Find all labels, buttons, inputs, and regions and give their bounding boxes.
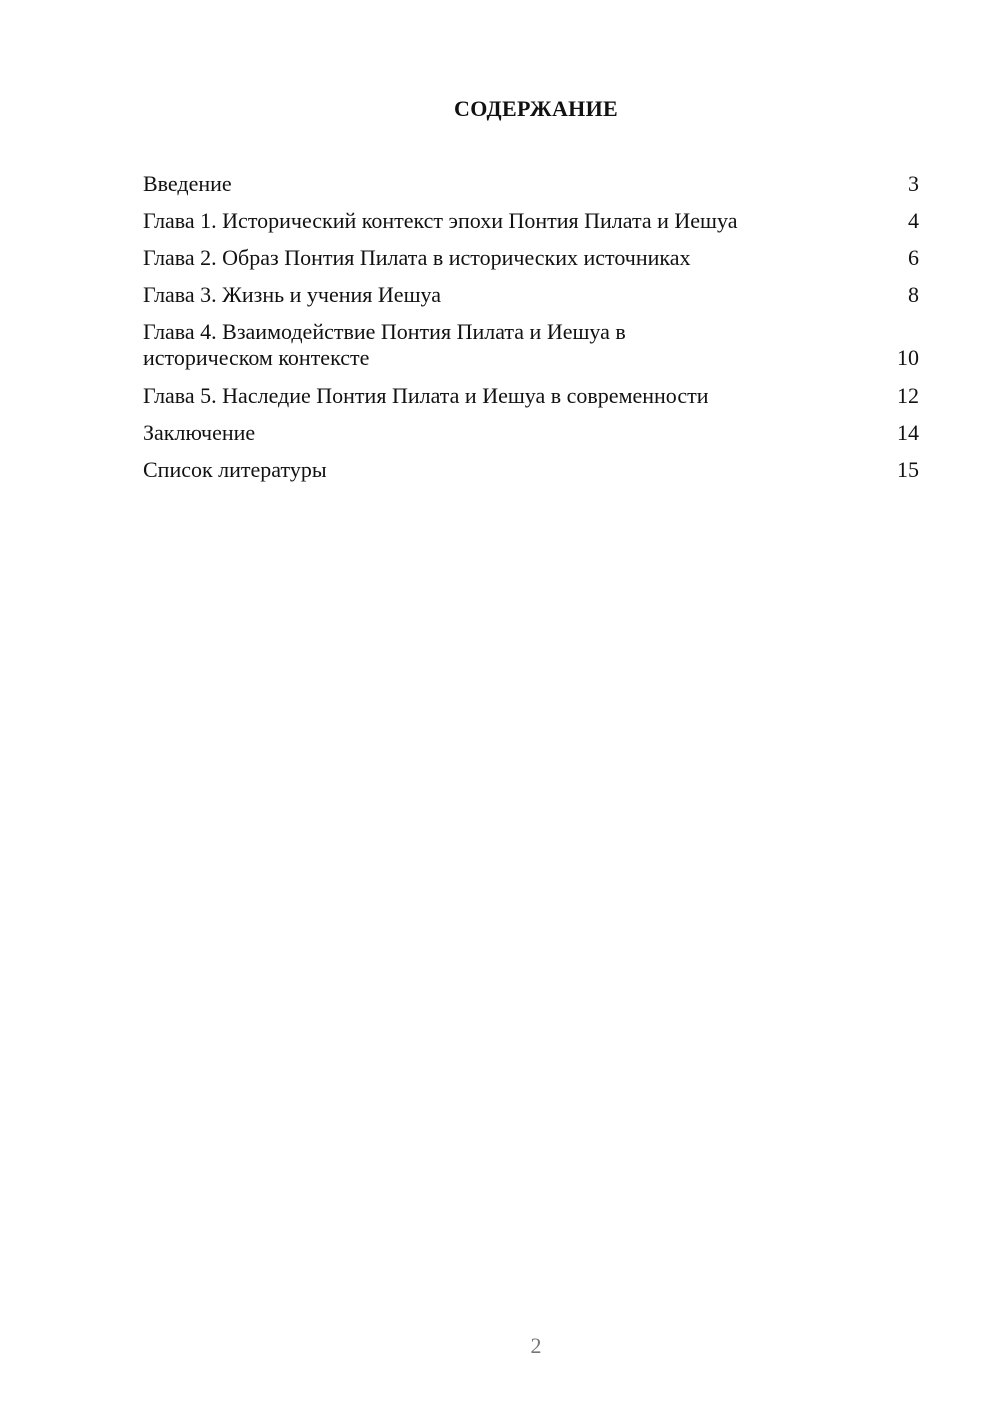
toc-entry-page-number: 10 xyxy=(897,345,919,370)
toc-entry-page-number: 12 xyxy=(897,383,919,408)
toc-entry-page-number: 4 xyxy=(908,208,919,233)
toc-entry-text: Глава 3. Жизнь и учения Иешуа xyxy=(143,282,441,307)
toc-entry-text: Список литературы xyxy=(143,457,327,482)
toc-entry-chapter-5[interactable] xyxy=(143,383,919,409)
toc-entry-chapter-3[interactable] xyxy=(143,282,919,308)
toc-entry-page-number: 14 xyxy=(897,420,919,445)
toc-entry-page-number: 8 xyxy=(908,282,919,307)
toc-entry-text: Глава 4. Взаимодействие Понтия Пилата и Иешуа в историческом контексте xyxy=(143,319,626,370)
toc-entry-chapter-4[interactable] xyxy=(143,319,919,371)
toc-entry-chapter-1[interactable] xyxy=(143,208,919,234)
table-of-contents xyxy=(143,171,919,494)
toc-entry-introduction[interactable] xyxy=(143,171,919,197)
toc-entry-bibliography[interactable] xyxy=(143,457,919,483)
toc-entry-conclusion[interactable] xyxy=(143,420,919,446)
toc-entry-text: Заключение xyxy=(143,420,256,445)
toc-entry-text: Глава 2. Образ Понтия Пилата в исторических источниках xyxy=(143,245,691,270)
toc-entry-text: Введение xyxy=(143,171,232,196)
toc-entry-text: Глава 1. Исторический контекст эпохи Понтия Пилата и Иешуа xyxy=(143,208,738,233)
toc-entry-page-number: 3 xyxy=(908,171,919,196)
page-number: 2 xyxy=(530,1333,542,1358)
toc-entry-chapter-2[interactable] xyxy=(143,245,919,271)
toc-entry-text: Глава 5. Наследие Понтия Пилата и Иешуа в современности xyxy=(143,383,709,408)
page-title: СОДЕРЖАНИЕ xyxy=(454,96,618,121)
toc-entry-page-number: 15 xyxy=(897,457,919,482)
toc-entry-page-number: 6 xyxy=(908,245,919,270)
